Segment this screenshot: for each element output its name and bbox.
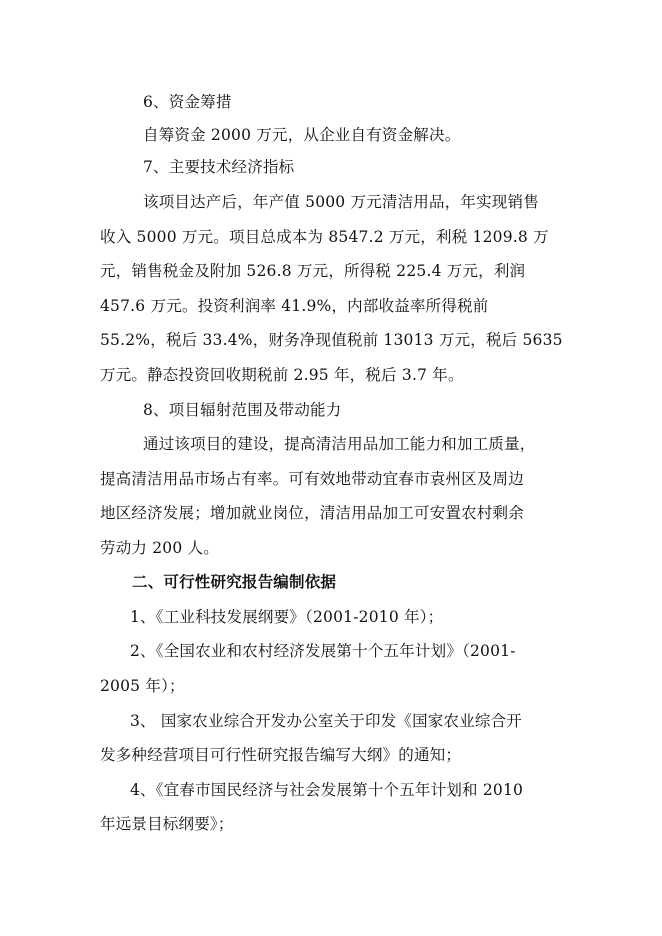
- item7-line: 收入 5000 万元。项目总成本为 8547.2 万元，利税 1209.8 万: [100, 228, 549, 246]
- basis-line: 发多种经营项目可行性研究报告编写大纲》的通知；: [100, 746, 462, 764]
- basis-line: 2005 年）；: [100, 677, 185, 695]
- item8-line: 提高清洁用品市场占有率。可有效地带动宜春市袁州区及周边: [100, 470, 524, 488]
- item8-line: 通过该项目的建设，提高清洁用品加工能力和加工质量，: [143, 435, 536, 453]
- item8-line: 地区经济发展；增加就业岗位，清洁用品加工可安置农村剩余: [100, 504, 524, 522]
- basis-line: 3、 国家农业综合开发办公室关于印发《国家农业综合开: [130, 712, 522, 730]
- basis-line: 年远景目标纲要》；: [100, 815, 234, 833]
- basis-line: 2、《全国农业和农村经济发展第十个五年计划》（2001-: [130, 642, 516, 660]
- item7-line: 457.6 万元。投资利润率 41.9%，内部收益率所得税前: [100, 297, 489, 315]
- item8-line: 劳动力 200 人。: [100, 539, 219, 557]
- item7-line: 该项目达产后，年产值 5000 万元清洁用品，年实现销售: [143, 193, 539, 211]
- item6-heading: 6、资金筹措: [143, 93, 232, 111]
- basis-line: 1、《工业科技发展纲要》（2001-2010 年）；: [130, 608, 444, 626]
- item7-line: 元，销售税金及附加 526.8 万元，所得税 225.4 万元，利润: [100, 262, 526, 280]
- item7-line: 55.2%，税后 33.4%，财务净现值税前 13013 万元，税后 5635: [100, 331, 563, 349]
- item8-heading: 8、项目辐射范围及带动能力: [143, 401, 342, 419]
- item6-text: 自筹资金 2000 万元，从企业自有资金解决。: [143, 126, 461, 144]
- item7-heading: 7、主要技术经济指标: [143, 158, 295, 176]
- basis-line: 4、《宜春市国民经济与社会发展第十个五年计划和 2010: [130, 781, 524, 799]
- item7-line: 万元。静态投资回收期税前 2.95 年，税后 3.7 年。: [100, 366, 464, 384]
- section2-heading: 二、可行性研究报告编制依据: [132, 573, 337, 591]
